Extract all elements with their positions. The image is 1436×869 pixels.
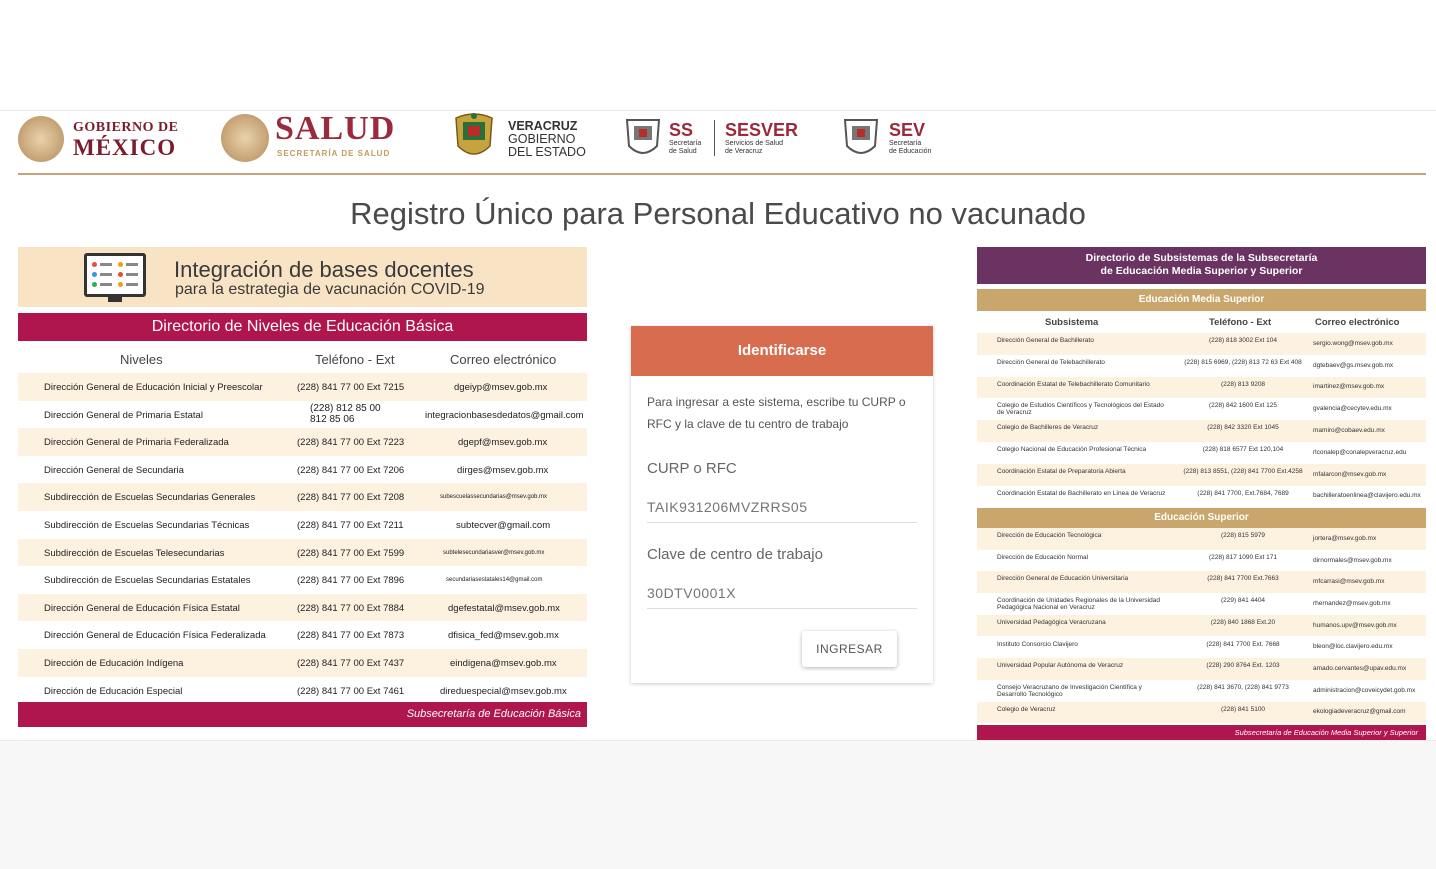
banner-title: Integración de bases docentes bbox=[174, 257, 474, 282]
row-correo: dgefestatal@msev.gob.mx bbox=[448, 602, 560, 614]
higher-directory-header-line2: de Educación Media Superior y Superior bbox=[1100, 265, 1303, 277]
row-subsistema: Dirección de Educación Normal bbox=[997, 553, 1089, 561]
row-telefono: (228) 841 77 00 Ext 7211 bbox=[297, 519, 404, 531]
sev-logo-sub1: Secretaría bbox=[889, 140, 922, 147]
clave-input[interactable] bbox=[647, 578, 917, 609]
table-row bbox=[977, 637, 1426, 659]
veracruz-shield-icon bbox=[454, 110, 494, 162]
row-telefono: (228) 815 5979 bbox=[1220, 532, 1266, 539]
row-subsistema: Universidad Popular Autónoma de Veracruz bbox=[997, 662, 1124, 670]
row-telefono: (228) 841 77 00 Ext 7437 bbox=[297, 657, 405, 669]
basic-directory-footer bbox=[18, 702, 587, 727]
higher-education-directory bbox=[977, 247, 1426, 740]
table-row bbox=[18, 456, 587, 484]
basic-education-directory bbox=[18, 247, 587, 727]
row-correo: dirges@msev.gob.mx bbox=[457, 464, 549, 476]
basic-directory-columns bbox=[18, 347, 587, 373]
row-correo: gvalencia@cecytev.edu.mx bbox=[1313, 405, 1392, 413]
row-telefono: (228) 842 1600 Ext 125 bbox=[1209, 402, 1277, 410]
table-row bbox=[977, 702, 1426, 724]
salud-logo-name: SALUD bbox=[275, 110, 396, 147]
table-row bbox=[18, 373, 587, 401]
salud-seal-icon bbox=[221, 114, 269, 162]
row-telefono: (228) 841 77 00 Ext 7208 bbox=[297, 492, 405, 504]
table-row bbox=[18, 428, 587, 456]
row-telefono: (228) 841 7700 Ext.7663 bbox=[1207, 575, 1279, 583]
row-nivel: Dirección de Educación Indígena bbox=[44, 657, 184, 669]
row-subsistema: Coordinación Estatal de Telebachillerato Comunitario bbox=[997, 380, 1150, 388]
table-row bbox=[18, 649, 587, 677]
table-row bbox=[18, 539, 587, 567]
row-subsistema: Dirección General de Telebachillerato bbox=[997, 358, 1105, 366]
veracruz-logo-line3: DEL ESTADO bbox=[508, 145, 586, 159]
login-card-header: Identificarse bbox=[631, 326, 933, 376]
table-row bbox=[18, 511, 587, 539]
basic-directory-header: Directorio de Niveles de Educación Básica bbox=[18, 313, 587, 341]
row-nivel: Dirección General de Primaria Federalizada bbox=[44, 437, 229, 449]
higher-directory-header-line1: Directorio de Subsistemas de la Subsecretaría bbox=[1085, 252, 1318, 264]
row-correo: eindigena@msev.gob.mx bbox=[450, 657, 557, 669]
row-subsistema: Dirección General de Educación Universitaria bbox=[997, 575, 1129, 583]
row-correo: bleon@loc.clavijero.edu.mx bbox=[1313, 643, 1393, 651]
row-correo: direduespecial@msev.gob.mx bbox=[440, 685, 567, 697]
clave-label: Clave de centro de trabajo bbox=[647, 546, 823, 563]
row-telefono: (228) 818 3002 Ext 104 bbox=[1209, 337, 1277, 344]
row-nivel: Dirección General de Primaria Estatal bbox=[44, 409, 203, 421]
row-telefono: (228) 813 9208 bbox=[1220, 380, 1266, 388]
row-telefono: (228) 290 8764 Ext. 1203 bbox=[1206, 662, 1280, 670]
table-row bbox=[977, 420, 1426, 442]
table-row bbox=[977, 355, 1426, 377]
row-subsistema: Colegio de Bachilleres de Veracruz bbox=[997, 424, 1099, 432]
header-divider bbox=[18, 173, 1426, 175]
row-telefono: (228) 841 77 00 Ext 7599 bbox=[297, 547, 405, 559]
sev-shield-icon bbox=[843, 114, 879, 160]
row-correo: mfalarcon@msev.gob.mx bbox=[1313, 470, 1387, 478]
table-row bbox=[18, 594, 587, 622]
row-subsistema: Consejo Veracruzano de Investigación Científica y Desarrollo Tecnológico bbox=[997, 683, 1142, 698]
row-telefono: (228) 841 77 00 Ext 7206 bbox=[297, 464, 405, 476]
row-correo: sergio.wong@msev.gob.mx bbox=[1313, 339, 1393, 347]
higher-directory-footer bbox=[977, 725, 1426, 740]
page-bottom-area bbox=[0, 740, 1436, 869]
table-row bbox=[18, 401, 587, 429]
row-correo: secundariasestatales14@gmail.com bbox=[446, 577, 543, 584]
table-row bbox=[977, 658, 1426, 680]
veracruz-logo-line1: VERACRUZ bbox=[508, 119, 578, 133]
higher-directory-columns bbox=[977, 313, 1426, 333]
row-subsistema: Dirección de Educación Tecnológica bbox=[997, 532, 1102, 539]
vaccination-banner bbox=[18, 247, 587, 307]
submit-button[interactable]: INGRESAR bbox=[802, 631, 897, 667]
row-correo: mfcarrasi@msev.gob.mx bbox=[1313, 578, 1385, 586]
page-title: Registro Único para Personal Educativo no vacunado bbox=[350, 196, 1086, 231]
login-description: Para ingresar a este sistema, escribe tu CURP o RFC y la clave de tu centro de trabajo bbox=[647, 395, 906, 431]
table-row bbox=[18, 621, 587, 649]
column-header-telefono: Teléfono - Ext bbox=[315, 352, 395, 367]
column-header-telefono: Teléfono - Ext bbox=[1209, 317, 1272, 328]
row-telefono: (228) 812 85 00 812 85 06 bbox=[310, 402, 381, 425]
salud-logo-subtitle: SECRETARÍA DE SALUD bbox=[277, 149, 391, 158]
sev-logo-sub2: de Educación bbox=[889, 148, 932, 155]
veracruz-logo-line2: GOBIERNO bbox=[508, 132, 576, 146]
column-header-correo: Correo electrónico bbox=[450, 352, 557, 367]
row-correo: dirnormales@msev.gob.mx bbox=[1313, 556, 1392, 564]
table-row bbox=[18, 483, 587, 511]
row-nivel: Subdirección de Escuelas Telesecundarias bbox=[44, 547, 225, 559]
row-correo: rlconalep@conalepveracruz.edu bbox=[1313, 448, 1407, 456]
table-row bbox=[18, 677, 587, 705]
row-correo: subtecver@gmail.com bbox=[456, 519, 551, 531]
computer-stand bbox=[108, 297, 122, 302]
table-row bbox=[977, 464, 1426, 486]
row-telefono: (228) 841 77 00 Ext 7223 bbox=[297, 437, 405, 449]
row-correo: integracionbasesdedatos@gmail.com bbox=[425, 409, 584, 421]
basic-directory-rows bbox=[18, 373, 587, 704]
row-telefono: (228) 841 3670, (228) 841 9773 bbox=[1197, 683, 1289, 691]
row-telefono: (228) 841 7700 Ext. 7668 bbox=[1206, 640, 1280, 648]
table-row bbox=[977, 333, 1426, 355]
row-telefono: (228) 841 7700, Ext.7684, 7689 bbox=[1197, 489, 1289, 497]
sesver-logo-name: SESVER bbox=[725, 120, 799, 140]
row-subsistema: Coordinación de Unidades Regionales de la Universidad Pedagógica Nacional en Veracruz bbox=[997, 597, 1160, 612]
table-row bbox=[977, 550, 1426, 572]
row-subsistema: Instituto Consorcio Clavijero bbox=[997, 640, 1078, 648]
row-correo: imartinez@msev.gob.mx bbox=[1313, 383, 1385, 391]
row-correo: mamiro@cobaev.edu.mx bbox=[1313, 427, 1385, 435]
table-row bbox=[977, 571, 1426, 593]
row-subsistema: Colegio Nacional de Educación Profesional Técnica bbox=[997, 446, 1147, 453]
section-media-superior: Educación Media Superior bbox=[977, 289, 1426, 311]
row-telefono: (228) 841 5100 bbox=[1220, 705, 1266, 713]
banner-subtitle: para la estrategia de vacunación COVID-19 bbox=[175, 281, 485, 298]
row-correo: ekologiadeveracruz@gmail.com bbox=[1313, 708, 1406, 716]
sev-logo-abbr: SEV bbox=[889, 120, 926, 140]
row-correo: subescuelassecundarias@msev.gob.mx bbox=[440, 494, 548, 501]
row-correo: rhernandez@msev.gob.mx bbox=[1313, 599, 1391, 607]
sesver-logo-desc2: de Veracruz bbox=[725, 148, 763, 155]
row-telefono: (228) 840 1868 Ext.20 bbox=[1210, 618, 1276, 626]
higher-directory-header bbox=[977, 247, 1426, 284]
ss-logo-abbr: SS bbox=[669, 120, 694, 140]
row-correo: subtelesecundariasver@msev.gob.mx bbox=[443, 549, 545, 556]
row-correo: dgtebaev@gs.msev.gob.mx bbox=[1313, 361, 1394, 369]
table-row bbox=[977, 528, 1426, 550]
row-correo: dfisica_fed@msev.gob.mx bbox=[448, 630, 559, 642]
row-subsistema: Colegio de Veracruz bbox=[997, 705, 1056, 713]
row-telefono: (228) 818 6577 Ext 120,104 bbox=[1202, 446, 1284, 453]
row-subsistema: Universidad Pedagógica Veracruzana bbox=[997, 618, 1106, 626]
row-nivel: Dirección General de Educación Física Estatal bbox=[44, 602, 240, 614]
table-row bbox=[977, 486, 1426, 508]
row-correo: humanos.upv@msev.gob.mx bbox=[1313, 621, 1397, 629]
curp-label: CURP o RFC bbox=[647, 460, 737, 477]
table-row bbox=[977, 398, 1426, 420]
row-nivel: Subdirección de Escuelas Secundarias Estatales bbox=[44, 575, 251, 587]
row-telefono: (228) 841 77 00 Ext 7873 bbox=[297, 630, 405, 642]
table-row bbox=[977, 593, 1426, 615]
row-correo: bachilleratoenlinea@clavijero.edu.mx bbox=[1313, 492, 1421, 500]
ss-logo-sub2: de Salud bbox=[669, 148, 697, 155]
table-row bbox=[977, 680, 1426, 702]
row-nivel: Subdirección de Escuelas Secundarias Generales bbox=[44, 492, 256, 504]
row-correo: jortera@msev.gob.mx bbox=[1313, 534, 1377, 542]
row-subsistema: Colegio de Estudios Científicos y Tecnológicos del Estado de Veracruz bbox=[997, 402, 1164, 417]
gobierno-mexico-logo-line1: GOBIERNO DE bbox=[73, 120, 179, 135]
mexico-seal-icon bbox=[18, 116, 64, 162]
row-telefono: (228) 813 8551, (228) 841 7700 Ext.4258 bbox=[1183, 467, 1303, 475]
column-header-niveles: Niveles bbox=[120, 352, 163, 367]
row-nivel: Dirección General de Secundaria bbox=[44, 464, 184, 476]
row-correo: amado.cervantes@upav.edu.mx bbox=[1313, 665, 1407, 673]
sesver-logo-desc1: Servicios de Salud bbox=[725, 140, 783, 147]
row-subsistema: Dirección General de Bachillerato bbox=[997, 337, 1094, 344]
row-telefono: (229) 841 4404 bbox=[1220, 597, 1266, 605]
row-nivel: Subdirección de Escuelas Secundarias Técnicas bbox=[44, 519, 250, 531]
row-telefono: (228) 815 6969, (228) 813 72 63 Ext 408 bbox=[1184, 358, 1302, 366]
header-logos bbox=[18, 110, 1426, 174]
table-row bbox=[977, 377, 1426, 399]
curp-input[interactable] bbox=[647, 492, 917, 523]
row-telefono: (228) 817 1090 Ext 171 bbox=[1209, 553, 1277, 561]
row-correo: dgepf@msev.gob.mx bbox=[458, 437, 548, 449]
table-row bbox=[977, 615, 1426, 637]
computer-icon bbox=[84, 253, 146, 297]
row-correo: administracion@coveicydet.gob.mx bbox=[1313, 686, 1416, 694]
row-telefono: (228) 842 3320 Ext 1045 bbox=[1207, 424, 1279, 432]
row-nivel: Dirección General de Educación Física Federalizada bbox=[44, 630, 266, 642]
login-card bbox=[631, 326, 933, 683]
row-telefono: (228) 841 77 00 Ext 7461 bbox=[297, 685, 405, 697]
gobierno-mexico-logo-line2: MÉXICO bbox=[73, 135, 177, 160]
row-correo: dgeiyp@msev.gob.mx bbox=[454, 382, 548, 393]
row-telefono: (228) 841 77 00 Ext 7896 bbox=[297, 575, 405, 587]
row-nivel: Dirección de Educación Especial bbox=[44, 685, 183, 697]
row-telefono: (228) 841 77 00 Ext 7884 bbox=[297, 602, 405, 614]
basic-directory-footer-text: Subsecretaría de Educación Básica bbox=[406, 708, 581, 720]
table-row bbox=[977, 442, 1426, 464]
table-row bbox=[18, 566, 587, 594]
row-subsistema: Coordinación Estatal de Preparatoria Abierta bbox=[997, 467, 1126, 475]
row-nivel: Dirección General de Educación Inicial y Preescolar bbox=[44, 382, 263, 393]
column-header-correo: Correo electrónico bbox=[1315, 317, 1400, 328]
section-superior: Educación Superior bbox=[977, 508, 1426, 528]
ss-logo-divider bbox=[714, 120, 715, 156]
row-telefono: (228) 841 77 00 Ext 7215 bbox=[297, 382, 405, 393]
column-header-subsistema: Subsistema bbox=[1045, 317, 1099, 328]
ss-logo-sub1: Secretaría bbox=[669, 140, 702, 147]
row-subsistema: Coordinación Estatal de Bachillerato en Línea de Veracruz bbox=[997, 489, 1166, 497]
higher-directory-footer-text: Subsecretaría de Educación Media Superior y Superior bbox=[1234, 728, 1418, 737]
ss-shield-icon bbox=[625, 114, 661, 160]
